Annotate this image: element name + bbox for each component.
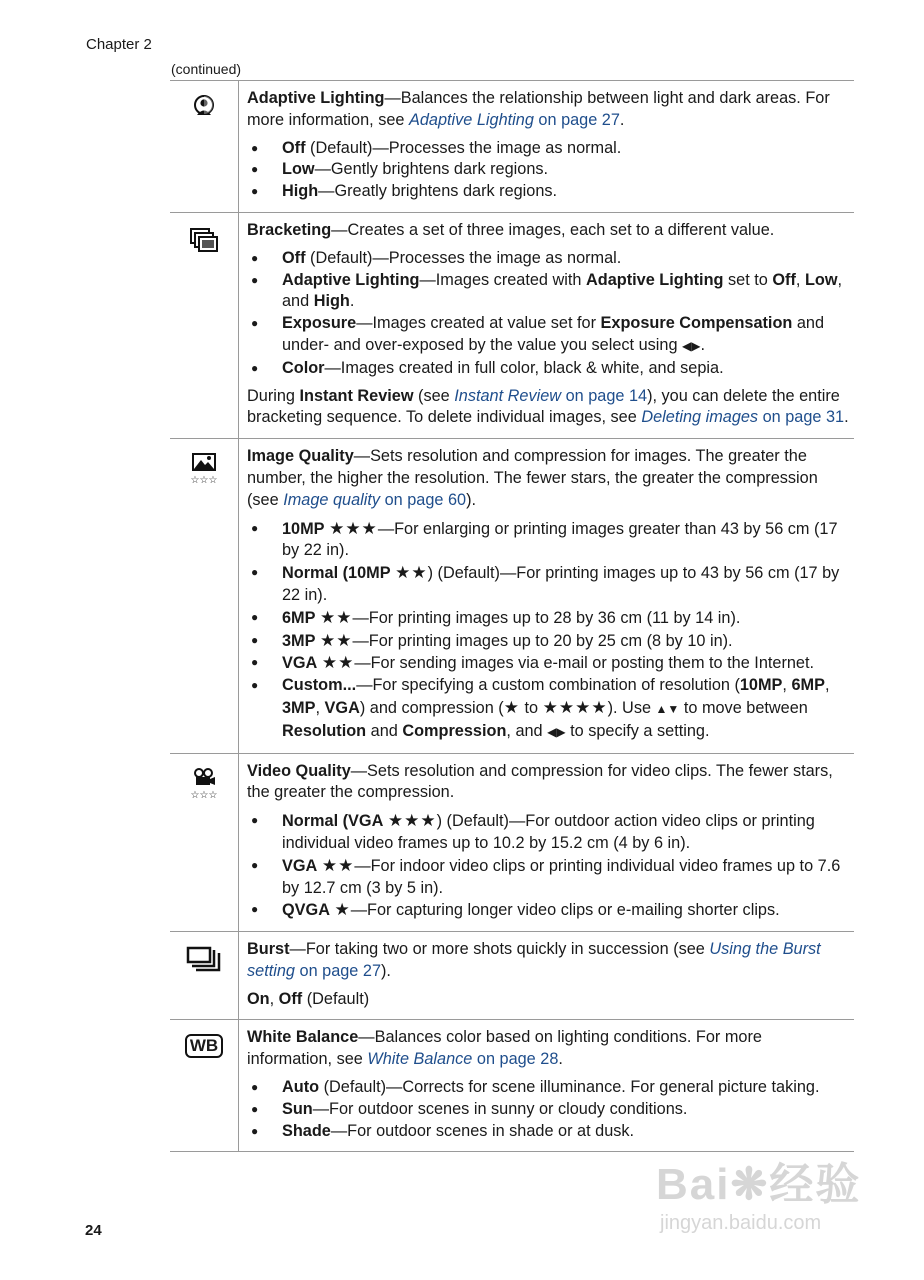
- options-list: [247, 810, 850, 922]
- list-item: ● VGA ★★—For indoor video clips or printing individual video frames up to 7.6 by 12.7 cm (3 by 5 in).: [247, 855, 850, 900]
- table-row: [170, 932, 854, 1020]
- page-number: 24: [85, 1222, 102, 1239]
- setting-title: Image Quality: [247, 447, 354, 466]
- setting-title: Video Quality: [247, 761, 351, 780]
- adaptive-lighting-icon: [193, 95, 215, 124]
- burst-icon: [186, 946, 222, 977]
- list-item: ● High—Greatly brightens dark regions.: [247, 181, 850, 203]
- watermark-url: jingyan.baidu.com: [660, 1212, 822, 1234]
- list-item: ● Shade—For outdoor scenes in shade or at dusk.: [247, 1121, 850, 1143]
- bracketing-icon: [189, 227, 219, 260]
- quality-stars-icon: ☆☆☆: [190, 789, 218, 801]
- burst-values: On, Off (Default): [247, 989, 370, 1008]
- list-item: ● Off (Default)—Processes the image as normal.: [247, 138, 850, 160]
- list-item: ● Off (Default)—Processes the image as normal.: [247, 248, 850, 270]
- list-item: ● Adaptive Lighting—Images created with Adaptive Lighting set to Off, Low, and High.: [247, 270, 850, 314]
- list-item: ● VGA ★★—For sending images via e-mail or posting them to the Internet.: [247, 652, 850, 675]
- list-item: ● Color—Images created in full color, black & white, and sepia.: [247, 358, 850, 380]
- row-description: Adaptive Lighting—Balances the relationship between light and dark areas. For more information, see Adaptive Lighting on page 27.: [247, 89, 830, 129]
- row-description: Video Quality—Sets resolution and compression for video clips. The fewer stars, the greater the compression.: [247, 761, 833, 802]
- list-item: ● Exposure—Images created at value set for Exposure Compensation and under- and over-exposed by the value you select using ◀▶.: [247, 313, 850, 358]
- video-quality-icon: [171, 768, 237, 791]
- options-list: [247, 248, 850, 380]
- white-balance-icon: WB: [185, 1034, 223, 1058]
- options-list: [247, 138, 850, 203]
- image-quality-icon: [171, 453, 237, 476]
- left-right-arrows-icon: ◀▶: [682, 338, 701, 353]
- list-item: ● 6MP ★★—For printing images up to 28 by 36 cm (11 by 14 in).: [247, 607, 850, 630]
- left-right-arrows-icon: ◀▶: [547, 724, 566, 739]
- table-row: [170, 753, 854, 932]
- list-item: ● Auto (Default)—Corrects for scene illuminance. For general picture taking.: [247, 1077, 850, 1099]
- quality-stars-icon: ☆☆☆: [190, 475, 218, 487]
- list-item: ● Custom...—For specifying a custom combination of resolution (10MP, 6MP, 3MP, VGA) and compression (★ to ★★★★). Use ▲▼ to move between Resolution and Compression, and ◀▶ to specify a setting.: [247, 675, 850, 743]
- cross-reference-link[interactable]: Image quality on page 60: [283, 490, 467, 509]
- row-description: Burst—For taking two or more shots quickly in succession (see Using the Burst setting on page 27).: [247, 940, 821, 980]
- table-row: [170, 81, 854, 213]
- cross-reference-link[interactable]: Adaptive Lighting on page 27: [408, 110, 620, 129]
- table-row: [170, 1020, 854, 1152]
- list-item: ● QVGA ★—For capturing longer video clips or e-mailing shorter clips.: [247, 899, 850, 922]
- list-item: ● Sun—For outdoor scenes in sunny or cloudy conditions.: [247, 1099, 850, 1121]
- cross-reference-link[interactable]: White Balance on page 28: [367, 1050, 559, 1069]
- continued-label: (continued): [171, 61, 242, 77]
- row-description: Image Quality—Sets resolution and compression for images. The greater the number, the higher the resolution. The fewer stars, the greater the compression (see Image quality on page 60).: [247, 447, 818, 509]
- setting-title: Bracketing: [247, 220, 332, 239]
- list-item: ● Normal (VGA ★★★) (Default)—For outdoor action video clips or printing individual video frames up to 10.2 by 15.2 cm (4 by 6 in).: [247, 810, 850, 855]
- chapter-label: Chapter 2: [86, 36, 152, 53]
- table-row: [170, 212, 854, 438]
- watermark: [656, 1148, 861, 1235]
- setting-title: White Balance: [247, 1028, 359, 1047]
- cross-reference-link[interactable]: Instant Review on page 14: [454, 386, 648, 405]
- list-item: ● 3MP ★★—For printing images up to 20 by 25 cm (8 by 10 in).: [247, 630, 850, 653]
- cross-reference-link[interactable]: Deleting images on page 31: [641, 408, 845, 427]
- row-note: During Instant Review (see Instant Review on page 14), you can delete the entire bracketing sequence. To delete individual images, see Deleting images on page 31.: [247, 386, 849, 427]
- list-item: ● Low—Gently brightens dark regions.: [247, 159, 850, 181]
- list-item: ● 10MP ★★★—For enlarging or printing images greater than 43 by 56 cm (17 by 22 in).: [247, 518, 850, 563]
- table-row: [170, 439, 854, 753]
- cross-reference-link[interactable]: Using the Burst setting on page 27: [247, 940, 821, 980]
- options-list: [247, 518, 850, 744]
- setting-title: Adaptive Lighting: [247, 89, 385, 107]
- watermark-logo-text: Bai❋经验: [656, 1160, 862, 1209]
- options-list: [247, 1077, 850, 1142]
- settings-table: [170, 80, 854, 1152]
- setting-title: Burst: [247, 940, 290, 959]
- list-item: ● Normal (10MP ★★) (Default)—For printing images up to 43 by 56 cm (17 by 22 in).: [247, 562, 850, 607]
- up-down-arrows-icon: ▲▼: [655, 701, 680, 716]
- row-description: White Balance—Balances color based on lighting conditions. For more information, see White Balance on page 28.: [247, 1028, 762, 1069]
- row-description: Bracketing—Creates a set of three images, each set to a different value.: [247, 220, 775, 239]
